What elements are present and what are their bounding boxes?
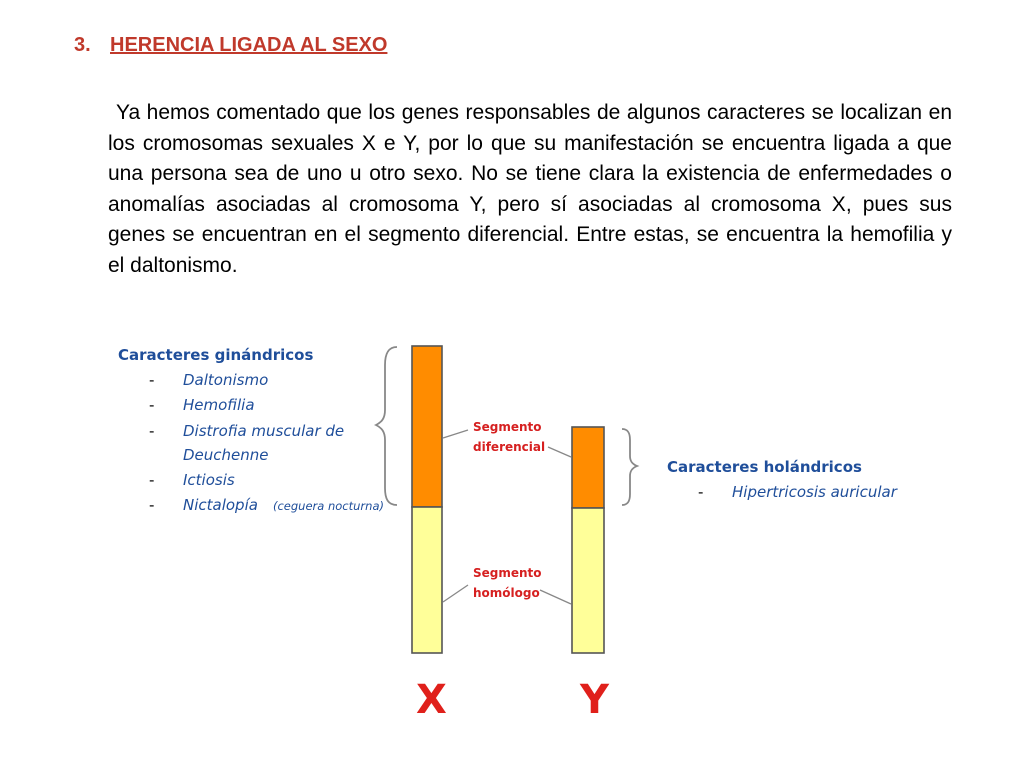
item-nictalopia: Nictalopía — [183, 496, 258, 514]
chromosome-y-label: Y — [580, 677, 609, 723]
segmento-diferencial-line1: Segmento — [473, 420, 542, 434]
list-dash: - — [149, 471, 155, 489]
right-brace — [622, 429, 637, 505]
pointer-homologo-x — [443, 585, 468, 602]
item-distrofia-line1: Distrofia muscular de — [183, 422, 345, 440]
intro-paragraph: Ya hemos comentado que los genes responsables de algunos caracteres se localizan en los cromosomas sexuales X e Y, por lo que su manifestación se encuentra ligada a que una persona sea de uno u otro sexo. No se tiene clara la existencia de enfermedades o anomalías asociadas al cromosoma Y, pero sí asociadas al cromosoma X, pues sus genes se encuentran en el segmento diferencial. Entre estas, se encuentra la hemofilia y el daltonismo. — [108, 101, 952, 277]
list-dash: - — [149, 396, 155, 414]
item-hipertricosis: Hipertricosis auricular — [732, 483, 897, 501]
item-hemofilia: Hemofilia — [183, 396, 255, 414]
pointer-homologo-y — [540, 590, 571, 604]
section-title: HERENCIA LIGADA AL SEXO — [110, 34, 388, 56]
y-differential-segment — [572, 427, 604, 508]
pointer-diferencial-x — [443, 430, 468, 438]
list-dash: - — [698, 483, 704, 501]
item-ictiosis: Ictiosis — [183, 471, 235, 489]
segmento-diferencial-line2: diferencial — [473, 440, 546, 454]
holandricos-title: Caracteres holándricos — [667, 458, 862, 476]
pointer-diferencial-y — [548, 447, 571, 457]
x-homologous-segment — [412, 507, 442, 653]
section-number: 3. — [74, 34, 91, 56]
chromosome-x-label: X — [416, 677, 447, 723]
list-dash: - — [149, 371, 155, 389]
segmento-homologo-line2: homólogo — [473, 586, 540, 600]
item-nictalopia-note: (ceguera nocturna) — [273, 499, 384, 513]
left-brace — [376, 347, 397, 505]
ginandricos-title: Caracteres ginándricos — [118, 346, 314, 364]
list-dash: - — [149, 422, 155, 440]
item-distrofia-line2: Deuchenne — [183, 446, 269, 464]
list-dash: - — [149, 496, 155, 514]
segmento-homologo-line1: Segmento — [473, 566, 542, 580]
y-homologous-segment — [572, 508, 604, 653]
x-differential-segment — [412, 346, 442, 507]
item-daltonismo: Daltonismo — [183, 371, 269, 389]
